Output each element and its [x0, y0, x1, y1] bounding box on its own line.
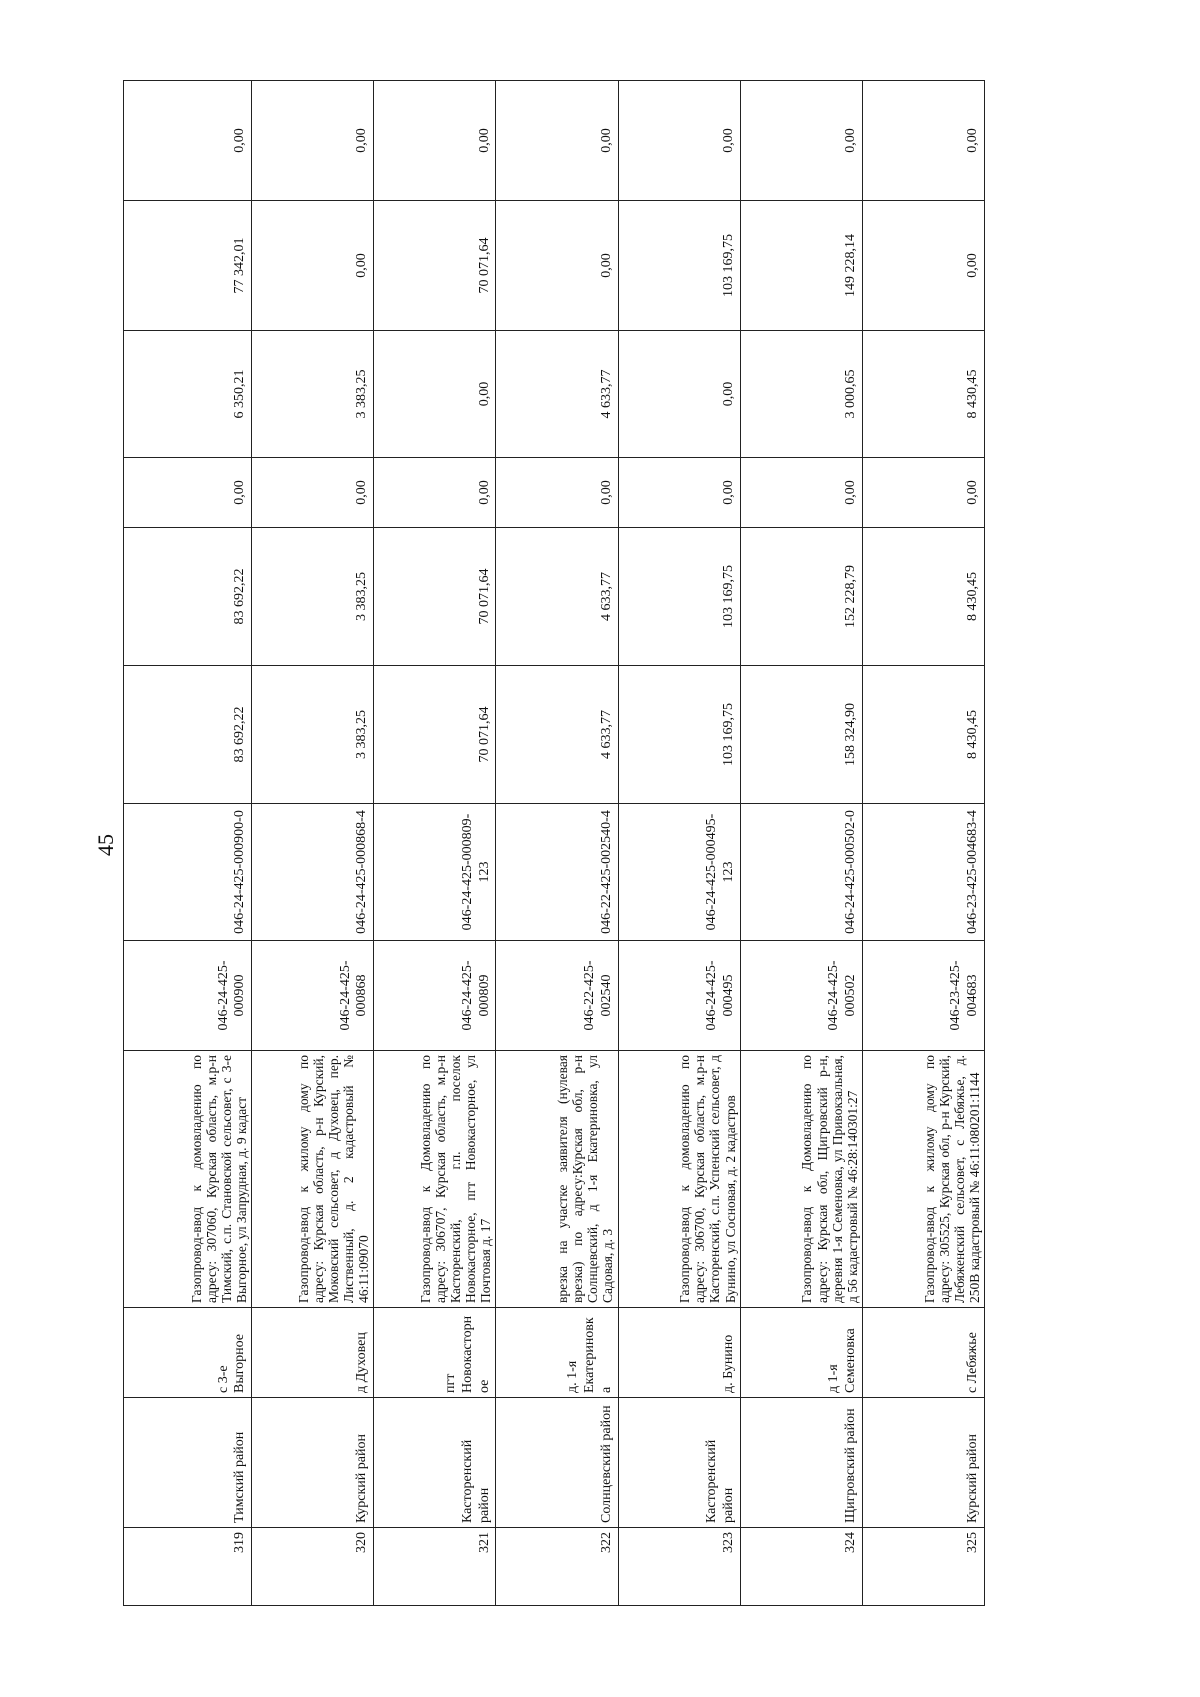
amount-cell-5: 77 342,01 — [124, 201, 252, 331]
settlement-cell: д Духовец — [252, 1308, 374, 1398]
page-number: 45 — [93, 834, 118, 856]
inventory-number-cell: 046-24-425-000502-0 — [740, 804, 862, 941]
amount-cell-2: 8 430,45 — [862, 528, 984, 666]
amount-cell-3: 0,00 — [740, 458, 862, 528]
amount-cell-6: 0,00 — [740, 81, 862, 201]
amount-cell-2: 70 071,64 — [374, 528, 496, 666]
table-row — [374, 81, 496, 1606]
district-cell: Солнцевский район — [496, 1398, 618, 1528]
amount-cell-6: 0,00 — [496, 81, 618, 201]
description-cell: Газопровод-ввод к домовладению по адресу: 307060, Курская область, м.р-н Тимский, с.п. Становской сельсовет, с 3-е Выгорное, ул Запрудная, д. 9 кадаст — [124, 1051, 252, 1308]
table-row — [252, 81, 374, 1606]
amount-cell-4: 3 383,25 — [252, 331, 374, 458]
amount-cell-4: 8 430,45 — [862, 331, 984, 458]
inventory-number-cell: 046-22-425-002540-4 — [496, 804, 618, 941]
amount-cell-3: 0,00 — [252, 458, 374, 528]
district-cell: Щигровский район — [740, 1398, 862, 1528]
settlement-cell: с 3-е Выгорное — [124, 1308, 252, 1398]
amount-cell-2: 152 228,79 — [740, 528, 862, 666]
amount-cell-6: 0,00 — [618, 81, 740, 201]
amount-cell-1: 103 169,75 — [618, 666, 740, 804]
amount-cell-2: 4 633,77 — [496, 528, 618, 666]
amount-cell-3: 0,00 — [862, 458, 984, 528]
rotated-table-wrapper — [123, 81, 985, 1606]
district-cell: Курский район — [252, 1398, 374, 1528]
amount-cell-5: 0,00 — [862, 201, 984, 331]
description-cell: Газопровод-ввод к Домовладению по адресу: 306707, Курская область, м.р-н Касторенский, г.п. поселок Новокасторное, пгт Новокасторное, ул Почтовая д. 17 — [374, 1051, 496, 1308]
amount-cell-3: 0,00 — [374, 458, 496, 528]
district-cell: Курский район — [862, 1398, 984, 1528]
object-code-cell: 046-24-425-000495 — [618, 941, 740, 1051]
amount-cell-3: 0,00 — [618, 458, 740, 528]
amount-cell-5: 103 169,75 — [618, 201, 740, 331]
amount-cell-5: 70 071,64 — [374, 201, 496, 331]
row-number: 319 — [124, 1528, 252, 1606]
description-cell: Газопровод-ввод к домовладению по адресу: 306700, Курская область, м.р-н Касторенский, с.п. Успенский сельсовет, д Бунино, ул Сосновая, д. 2 кадастров — [618, 1051, 740, 1308]
amount-cell-1: 8 430,45 — [862, 666, 984, 804]
table-row — [124, 81, 252, 1606]
object-code-cell: 046-24-425-000502 — [740, 941, 862, 1051]
description-cell: Газопровод-ввод к жилому дому по адресу: Курская область, р-н Курский, Моковский сельсовет, д Духовец, пер. Лиственный, д. 2 кадастровый № 46:11:09070 — [252, 1051, 374, 1308]
amount-cell-6: 0,00 — [374, 81, 496, 201]
row-number: 320 — [252, 1528, 374, 1606]
register-table — [123, 80, 985, 1606]
amount-cell-1: 83 692,22 — [124, 666, 252, 804]
description-cell: врезка на участке заявителя (нулевая врезка) по адресу:Курская обл, р-н Солнцевский, д 1-я Екатериновка, ул Садовая, д. 3 — [496, 1051, 618, 1308]
amount-cell-1: 4 633,77 — [496, 666, 618, 804]
amount-cell-2: 103 169,75 — [618, 528, 740, 666]
inventory-number-cell: 046-24-425-000495-123 — [618, 804, 740, 941]
object-code-cell: 046-24-425-000868 — [252, 941, 374, 1051]
amount-cell-4: 6 350,21 — [124, 331, 252, 458]
amount-cell-1: 3 383,25 — [252, 666, 374, 804]
row-number: 321 — [374, 1528, 496, 1606]
row-number: 322 — [496, 1528, 618, 1606]
amount-cell-6: 0,00 — [124, 81, 252, 201]
amount-cell-6: 0,00 — [862, 81, 984, 201]
object-code-cell: 046-23-425-004683 — [862, 941, 984, 1051]
table-body — [124, 81, 985, 1606]
inventory-number-cell: 046-24-425-000900-0 — [124, 804, 252, 941]
amount-cell-4: 4 633,77 — [496, 331, 618, 458]
amount-cell-4: 3 000,65 — [740, 331, 862, 458]
inventory-number-cell: 046-24-425-000868-4 — [252, 804, 374, 941]
inventory-number-cell: 046-23-425-004683-4 — [862, 804, 984, 941]
amount-cell-5: 0,00 — [496, 201, 618, 331]
table-row — [618, 81, 740, 1606]
object-code-cell: 046-24-425-000900 — [124, 941, 252, 1051]
table-row — [862, 81, 984, 1606]
row-number: 324 — [740, 1528, 862, 1606]
amount-cell-2: 3 383,25 — [252, 528, 374, 666]
settlement-cell: д. Бунино — [618, 1308, 740, 1398]
district-cell: Касторенский район — [618, 1398, 740, 1528]
amount-cell-1: 158 324,90 — [740, 666, 862, 804]
amount-cell-6: 0,00 — [252, 81, 374, 201]
district-cell: Касторенский район — [374, 1398, 496, 1528]
amount-cell-4: 0,00 — [374, 331, 496, 458]
amount-cell-3: 0,00 — [496, 458, 618, 528]
table-row — [496, 81, 618, 1606]
object-code-cell: 046-24-425-000809 — [374, 941, 496, 1051]
description-cell: Газопровод-ввод к жилому дому по адресу: 305525, Курская обл, р-н Курский, Лебяженский сельсовет, с Лебяжье, д. 250В кадастровый № 46:11:080201:1144 — [862, 1051, 984, 1308]
amount-cell-3: 0,00 — [124, 458, 252, 528]
settlement-cell: с Лебяжье — [862, 1308, 984, 1398]
settlement-cell: пгт Новокасторное — [374, 1308, 496, 1398]
district-cell: Тимский район — [124, 1398, 252, 1528]
description-cell: Газопровод-ввод к Домовладению по адресу: Курская обл, Щигровский р-н, деревня 1-я Семеновка, ул Привокзальная, д 56 кадастровый № 46:28:140301:27 — [740, 1051, 862, 1308]
amount-cell-4: 0,00 — [618, 331, 740, 458]
row-number: 325 — [862, 1528, 984, 1606]
settlement-cell: д. 1-я Екатериновка — [496, 1308, 618, 1398]
row-number: 323 — [618, 1528, 740, 1606]
amount-cell-1: 70 071,64 — [374, 666, 496, 804]
object-code-cell: 046-22-425-002540 — [496, 941, 618, 1051]
amount-cell-5: 0,00 — [252, 201, 374, 331]
settlement-cell: д 1-я Семеновка — [740, 1308, 862, 1398]
amount-cell-2: 83 692,22 — [124, 528, 252, 666]
inventory-number-cell: 046-24-425-000809-123 — [374, 804, 496, 941]
amount-cell-5: 149 228,14 — [740, 201, 862, 331]
table-row — [740, 81, 862, 1606]
